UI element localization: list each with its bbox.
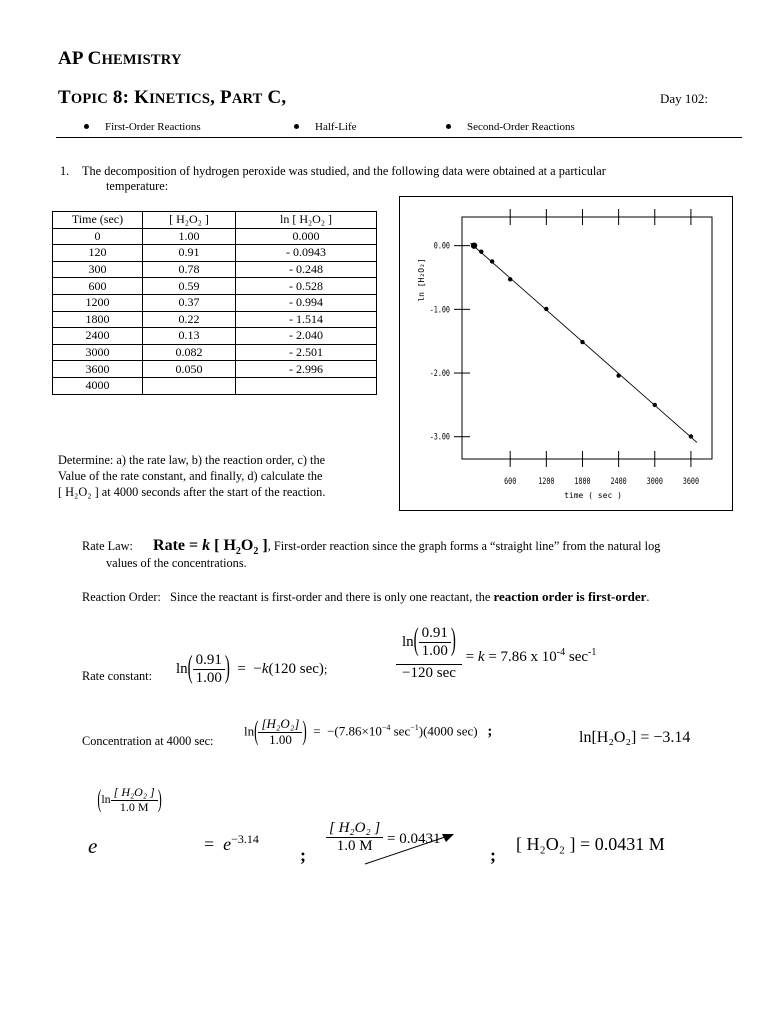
rate-law-line: Rate Law: Rate = k [ $H_2O_2$ ], First-order reaction since the graph forms a “straight line” from the natural log (82, 537, 661, 558)
data-point (508, 277, 512, 281)
table-cell: - 2.501 (236, 344, 377, 361)
table-header-row (53, 212, 377, 229)
question-line-1: The decomposition of hydrogen peroxide was studied, and the following data were obtained at a particular (82, 164, 606, 178)
ln-result: ln[H₂O₂] = −3.14 (579, 729, 691, 746)
x-tick-label: 1800 (574, 476, 591, 487)
y-axis-label: ln [H₂O₂] (417, 258, 426, 302)
data-point (544, 307, 548, 311)
table-cell: - 0.248 (236, 261, 377, 278)
bullet-icon (84, 124, 89, 129)
table-row (53, 245, 377, 262)
table-row (53, 344, 377, 361)
bullet-item: First-Order Reactions (84, 121, 201, 133)
bullet-item: Half-Life (294, 121, 357, 133)
data-point (471, 242, 477, 248)
rate-constant-eq-left: ln( $\frac{0.91}{1.00}$ ) = −k(120 sec); (176, 651, 328, 687)
reaction-order-line: Reaction Order: Since the reactant is first-order and there is only one reactant, the reaction order is first-order. (82, 589, 650, 604)
table-cell: 2400 (53, 328, 143, 345)
table-cell: 0.78 (143, 261, 236, 278)
header-divider (56, 137, 742, 138)
y-tick-label: 0.00 (433, 240, 450, 251)
y-tick-label: -1.00 (429, 304, 450, 315)
table-row (53, 311, 377, 328)
table-cell: - 1.514 (236, 311, 377, 328)
table-cell (236, 377, 377, 394)
data-point (580, 340, 584, 344)
table-cell (143, 377, 236, 394)
table-cell: 0.082 (143, 344, 236, 361)
table-cell: - 0.0943 (236, 245, 377, 262)
question-number: 1. (60, 164, 70, 178)
data-point (689, 434, 693, 438)
table-cell: 3600 (53, 361, 143, 378)
data-point (653, 403, 657, 407)
table-row (53, 377, 377, 394)
graph-frame (399, 196, 733, 511)
course-title: AP CHEMISTRY (58, 48, 182, 69)
rate-law-line-2: values of the concentrations. (106, 556, 247, 570)
data-point (479, 249, 483, 253)
table-cell: 1.00 (143, 228, 236, 245)
topic-title: TOPIC 8: KINETICS, PART C, (58, 87, 287, 108)
table-cell: 0.37 (143, 294, 236, 311)
data-point (616, 373, 620, 377)
table-row (53, 228, 377, 245)
final-fraction: $\frac{\text{[ H₂O₂ ]}}{1.0 M}$ = 0.0431 (326, 820, 441, 856)
y-tick-label: -2.00 (429, 368, 450, 379)
table-cell: 0.59 (143, 278, 236, 295)
x-tick-label: 600 (504, 476, 517, 487)
data-table (52, 211, 377, 395)
table-header: Time (sec) (53, 212, 143, 229)
determine-text: Determine: a) the rate law, b) the reaction order, c) the Value of the rate constant, and finally, d) calculate the [ H₂O₂ ] at 4000 seconds after the start of the reaction. (58, 453, 326, 499)
table-cell: 1800 (53, 311, 143, 328)
table-cell: 0.050 (143, 361, 236, 378)
table-cell: - 0.528 (236, 278, 377, 295)
semicolon-2: ; (490, 845, 496, 865)
table-row (53, 328, 377, 345)
x-tick-label: 2400 (610, 476, 627, 487)
table-header: ln [ H₂O₂ ] (236, 212, 377, 229)
concentration-label: Concentration at 4000 sec: (82, 734, 214, 748)
table-cell: 3000 (53, 344, 143, 361)
table-cell: - 2.040 (236, 328, 377, 345)
question-line-2: temperature: (106, 179, 169, 193)
table-header: [ H₂O₂ ] (143, 212, 236, 229)
bullet-item: Second-Order Reactions (446, 121, 575, 133)
table-cell: 120 (53, 245, 143, 262)
table-cell: - 2.996 (236, 361, 377, 378)
x-tick-label: 1200 (538, 476, 555, 487)
table-cell: - 0.994 (236, 294, 377, 311)
table-cell: 0.000 (236, 228, 377, 245)
final-result: [ H₂O₂ ] = 0.0431 M (516, 834, 665, 854)
table-cell: 0.13 (143, 328, 236, 345)
table-cell: 1200 (53, 294, 143, 311)
table-cell: 4000 (53, 377, 143, 394)
final-eq-exponent: e(ln $\frac{\text{[ H₂O₂ ]}}{1.0 M}$ ) (88, 783, 162, 858)
rate-constant-eq-right: ln( $\frac{0.91}{1.00}$ ) −120 sec = k = 7.86 x $10^{-4}$ $\sec^{-1}$ (396, 625, 596, 682)
table-row (53, 294, 377, 311)
rate-constant-label: Rate constant: (82, 669, 153, 683)
bullet-icon (446, 124, 451, 129)
data-point (490, 259, 494, 263)
table-row (53, 261, 377, 278)
table-cell: 600 (53, 278, 143, 295)
day-label: Day 102: (660, 91, 709, 106)
ln-concentration-chart (400, 197, 732, 510)
table-row (53, 361, 377, 378)
y-tick-label: -3.00 (429, 431, 450, 442)
table-cell: 0 (53, 228, 143, 245)
table-cell: 0.22 (143, 311, 236, 328)
arrow-icon (360, 830, 460, 870)
table-cell: 300 (53, 261, 143, 278)
table-row (53, 278, 377, 295)
semicolon-1: ; (300, 845, 306, 865)
x-tick-label: 3000 (646, 476, 663, 487)
table-cell: 0.91 (143, 245, 236, 262)
x-axis-label: time ( sec ) (564, 491, 622, 500)
x-tick-label: 3600 (682, 476, 700, 487)
final-eq-mid: = $e^{-3.14}$ (204, 832, 259, 854)
bullet-icon (294, 124, 299, 129)
concentration-eq: ln( $\frac{\text{[H₂O₂]}}{1.00}$ ) = $-(7.86\times 10^{-4}$ $\sec^{-1})(4000$ sec) ; (244, 714, 493, 747)
